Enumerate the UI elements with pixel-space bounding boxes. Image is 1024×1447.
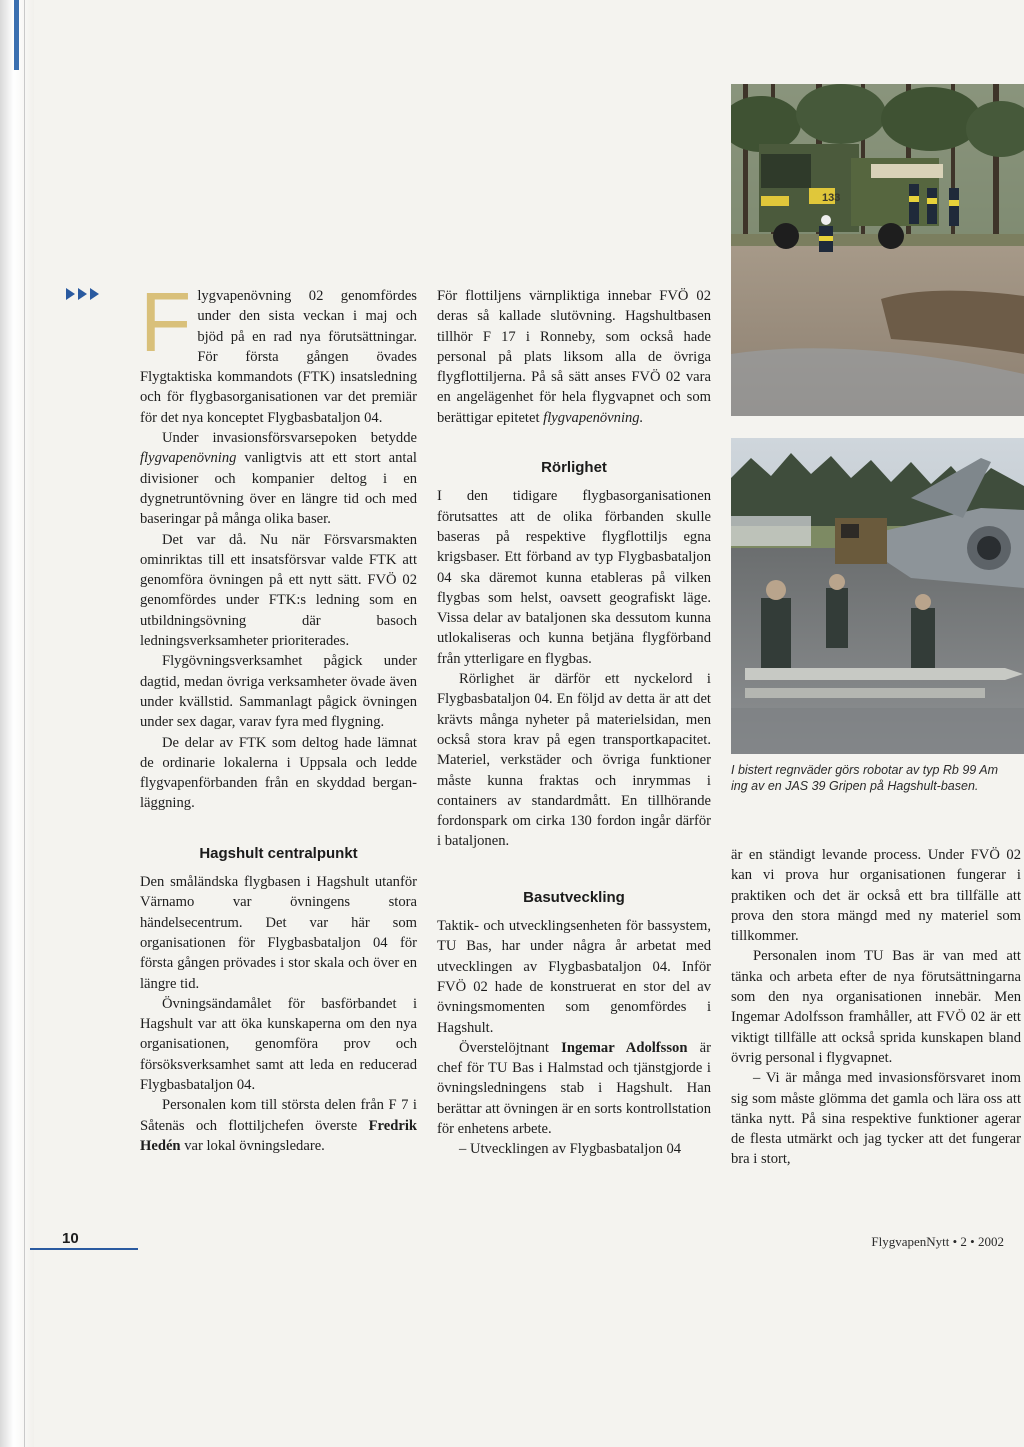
paragraph: Rörlighet är därför ett nyckelord i Flygbasbataljon 04. En följd av detta är att det krävts många nyheter på materielsidan, men också stora krav på egen transportkapacitet. Materiel, verkstäder och övriga funktioner måste kunna fraktas och inrymmas i containers av standardmått. En tillhörande fordonspark om cirka 130 fordon ingår därför i bataljonen. — [437, 671, 711, 850]
paragraph: Personalen inom TU Bas är van med att tänka och arbeta efter de nya förutsättningarna som den nya organisationen innebär. Men Ingemar Adolfsson framhåller, att FVÖ 02 är ett viktigt tillfälle att också sprida kunskapen bland övrig personal i flygvapnet. — [731, 948, 1021, 1066]
paragraph: Det var då. Nu när Försvarsmakten ominriktas till ett insatsförsvar valde FTK att genomföra övningen på ett nytt sätt. FVÖ 02 genomfördes under FTK:s ledning som en utbildningsövning där basoch ledningsverksamheter prioriterades. — [140, 531, 417, 650]
paragraph: De delar av FTK som deltog hade lämnat de ordinarie lokalerna i Uppsala och ledde flygvapenförbanden från en skyddad berganläggning. — [140, 734, 417, 812]
page-number: 10 — [62, 1230, 79, 1247]
subheading-rorlighet: Rörlighet — [541, 459, 607, 477]
paragraph: Överstelöjtnant Ingemar Adolfsson är chef för TU Bas i Halmstad och tjänstgjorde i övningsledningens stab i Hagshult. Han berättar att övningen är en sorts kontrollstation för enhetens arbete. — [437, 1039, 711, 1137]
arrow-icon — [66, 288, 75, 300]
subheading-basutveckling: Basutveckling — [523, 888, 625, 906]
arrow-icon — [90, 288, 99, 300]
binding-line — [24, 0, 25, 1447]
article-column-2 — [437, 286, 711, 1160]
photo-fire-truck — [731, 84, 1024, 416]
paragraph: Personalen kom till största delen från F 7 i Såtenäs och flottiljchefen överste Fredrik Hedén var lokal övningsledare. — [140, 1097, 417, 1154]
section-arrows — [66, 288, 99, 300]
subheading-hagshult: Hagshult centralpunkt — [199, 844, 358, 862]
photo-caption: I bistert regnväder görs robotar av typ Rb 99 Am ing av en JAS 39 Gripen på Hagshult-basen. — [731, 763, 999, 793]
drop-cap: F — [140, 275, 192, 369]
publication-footer: FlygvapenNytt • 2 • 2002 — [871, 1234, 1004, 1249]
paragraph: Övningsändamålet för basförbandet i Hagshult var att öka kunskaperna om den nya organisationen, genomföra prov och försöksverksamhet samt att leda en reducerad Flygbasbataljon 04. — [140, 995, 417, 1093]
paragraph: Den småländska flygbasen i Hagshult utanför Värnamo var övningens stora händelsecentrum. Det var här som organisationen för Flygbasbataljon 04 för första gången prövades i stor skala och över en längre tid. — [140, 874, 417, 992]
article-column-3 — [731, 845, 1021, 1170]
photo-gripen-aircraft-image — [731, 438, 1024, 754]
paragraph: – Vi är många med invasionsförsvaret inom sig som måste glömma det gamla och lära oss att tänka nytt. På sina respektive funktioner agerar de flesta utmärkt och jag tycker att det fungerar bra i stort, — [731, 1070, 1021, 1168]
paragraph: är en ständigt levande process. Under FVÖ 02 kan vi prova hur organisationen fungerar i praktiken och det är också ett bra tillfälle att prova den stora mängd med ny materiel som tillkommer. — [731, 847, 1021, 945]
arrow-icon — [78, 288, 87, 300]
binding-color-mark — [14, 0, 19, 70]
paragraph: I den tidigare flygbasorganisationen förutsattes att de olika förbanden skulle baseras på respektive flygflottiljs egna krigsbaser. Ett förband av typ Flygbasbataljon 04 ska däremot kunna etableras på vilken flygbas som helst, oavsett geografiskt läge. Vissa delar av bataljonen ska dessutom kunna utlokaliseras och kunna betjäna flygförband från ytterligare en flygbas. — [437, 488, 711, 667]
photo-gripen-aircraft — [731, 438, 1024, 754]
page-number-rule — [30, 1248, 138, 1250]
paragraph: – Utvecklingen av Flygbasbataljon 04 — [459, 1141, 682, 1158]
paragraph: Under invasionsförsvarsepoken betydde flygvapenövning vanligtvis att ett stort antal divisioner och kompanier deltog i en dygnetruntövning över en längre tid och med baseringar på många olika baser. — [140, 430, 417, 528]
vehicle-number: 133 — [822, 192, 841, 204]
paragraph: För flottiljens värnpliktiga innebar FVÖ 02 deras så kallade slutövning. Hagshultbasen tillhör F 17 i Ronneby, som också hade personal på plats liksom alla de övriga flygflottiljerna. På så sätt anses FVÖ 02 vara en angelägenhet för hela flygvapnet och som berättigar epitetet flygvapenövning. — [437, 288, 711, 426]
article-column-1 — [140, 275, 417, 1156]
lead-paragraph: Flygvapenövning 02 genomfördes under den sista veckan i maj och bjöd på en rad nya förutsättningar. För första gången övades Flygtaktiska kommandots (FTK) insatsledning och för flygbasorganisationen var det premiär för det nya konceptet Flygbasbataljon 04. — [140, 275, 417, 426]
paragraph: Flygövningsverksamhet pågick under dagtid, medan övriga verksamheter övade även under kvällstid. Sammanlagt pågick övningen under sex dagar, varav fyra med flygning. — [140, 653, 417, 731]
page-binding — [0, 0, 34, 1447]
paragraph: Taktik- och utvecklingsenheten för bassystem, TU Bas, har under några år arbetat med utvecklingen av Flygbasbataljon 04. Inför FVÖ 02 hade de konstruerat en stor del av övningsmomenten som genomfördes i Hagshult. — [437, 918, 711, 1036]
photo-fire-truck-image — [731, 84, 1024, 416]
